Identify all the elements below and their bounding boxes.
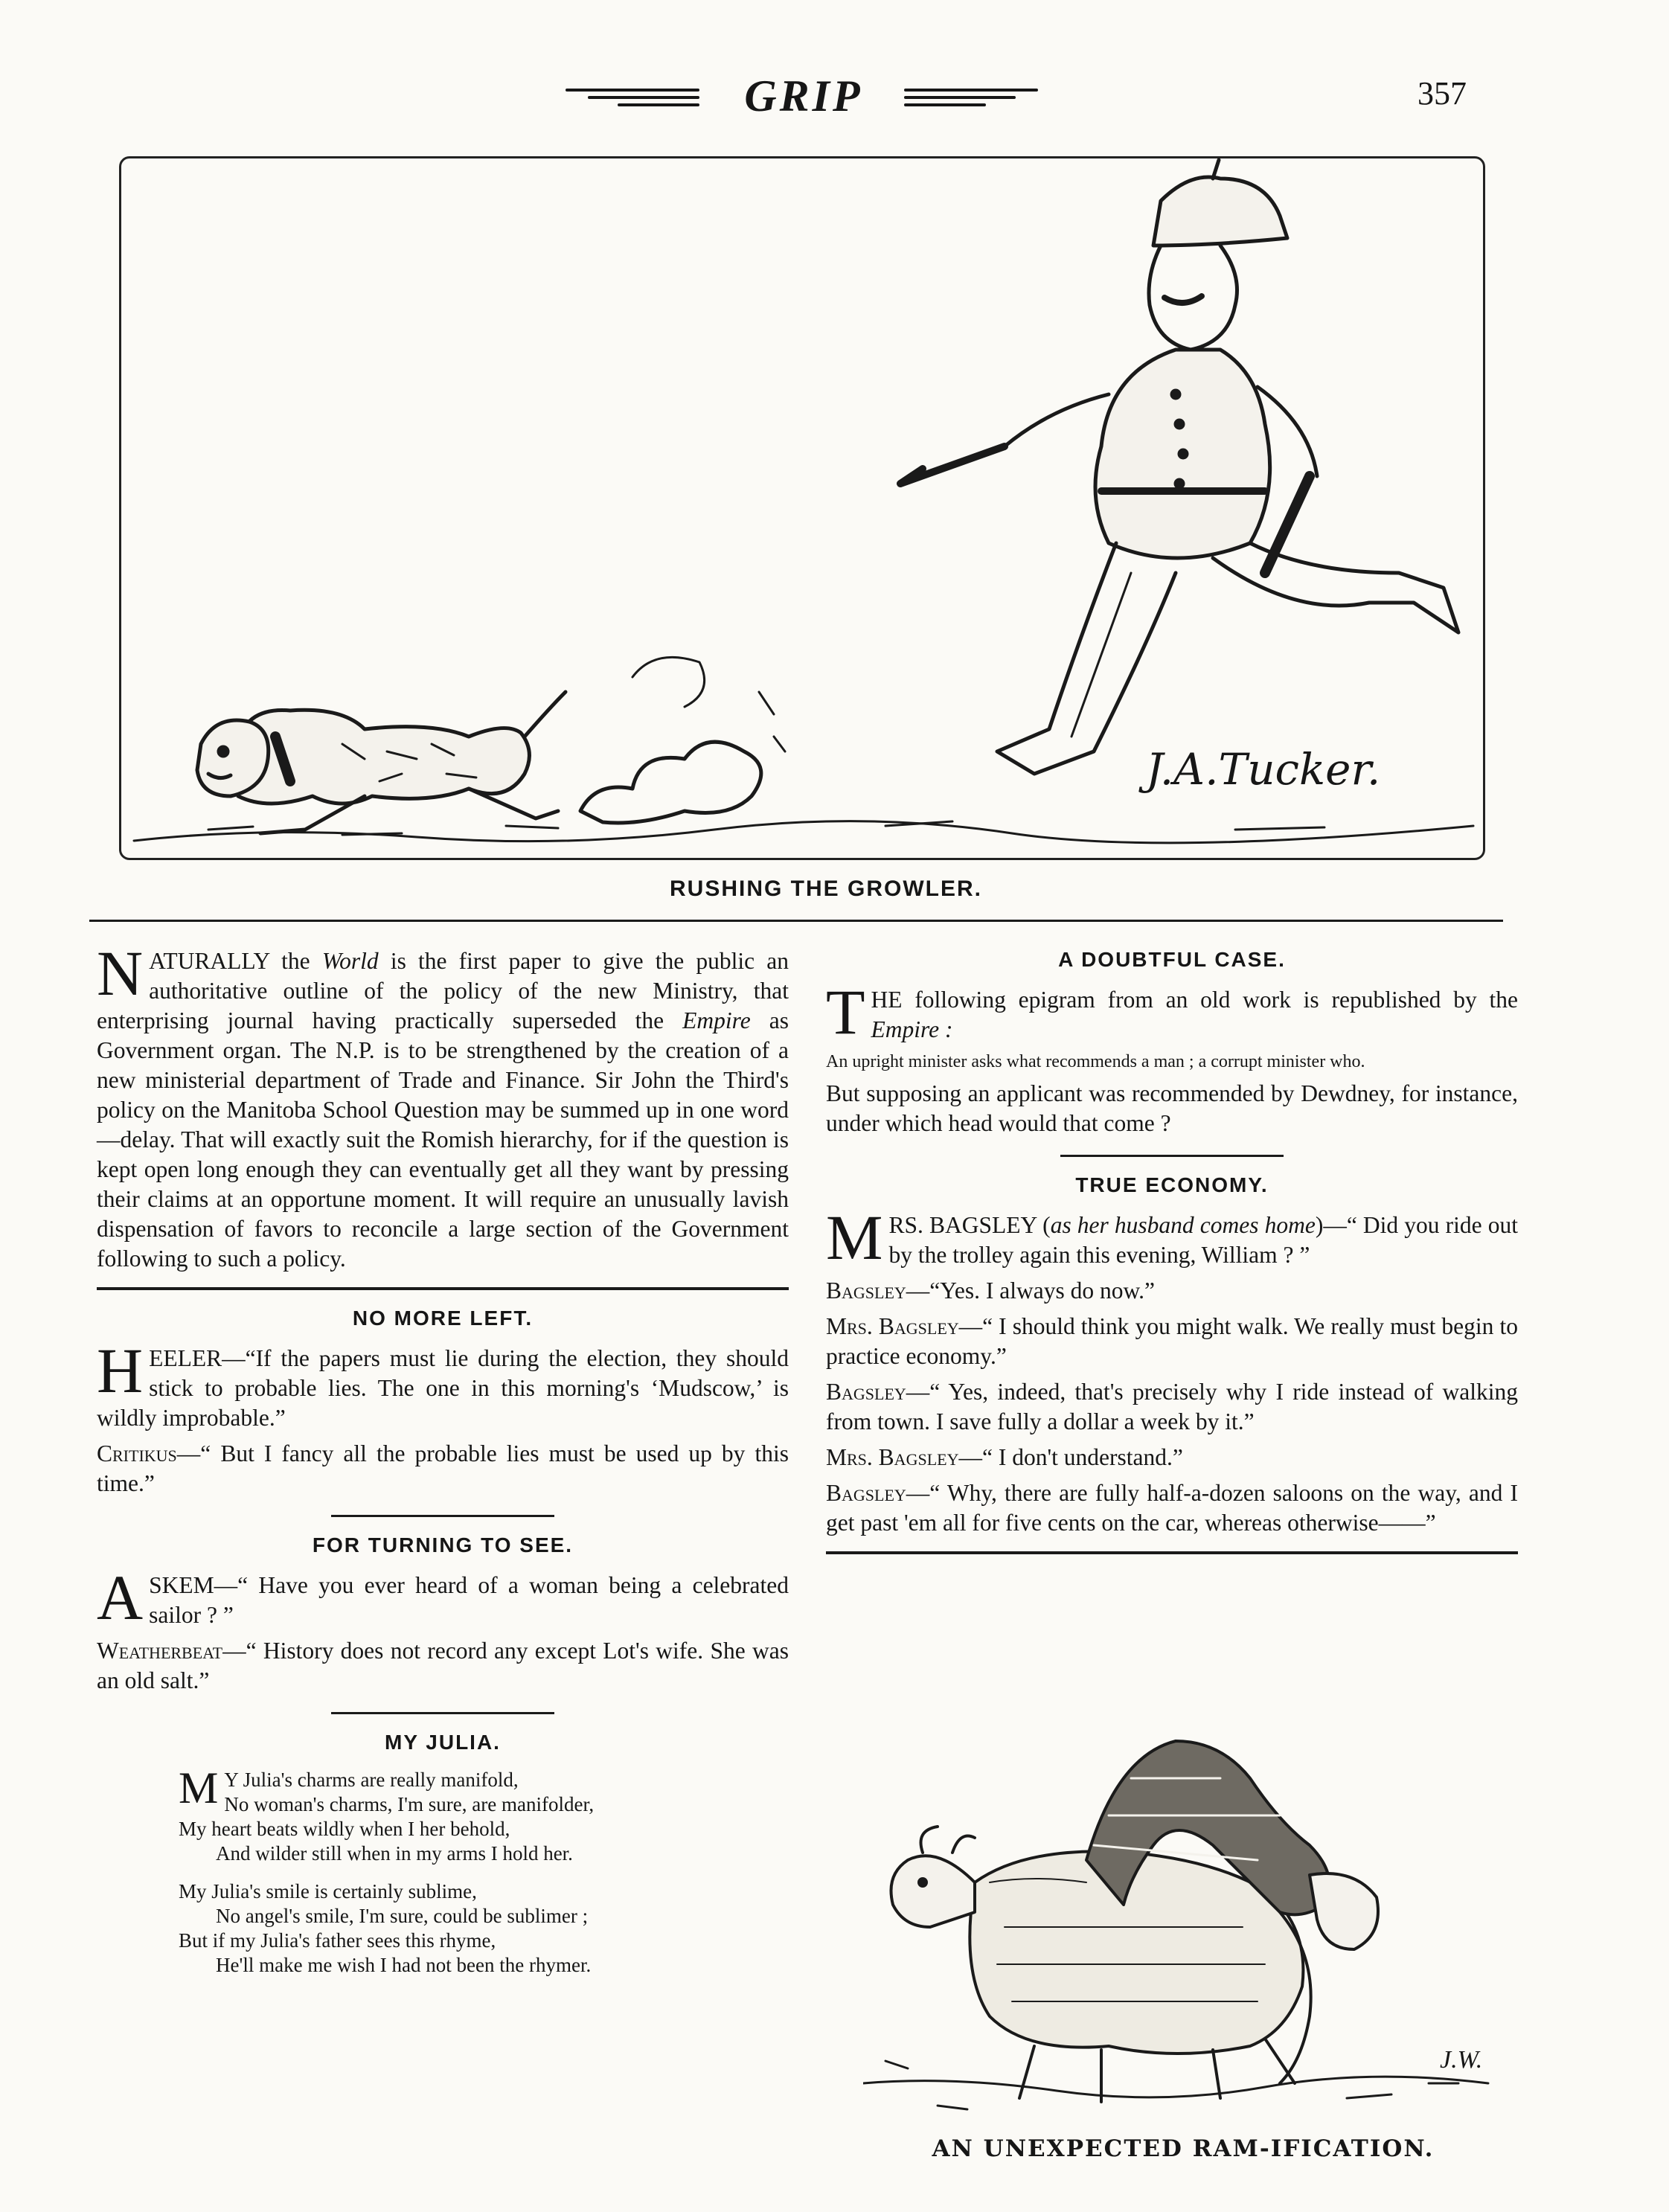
- dropcap: M: [826, 1202, 883, 1273]
- poem-line: But if my Julia's father sees this rhyme,: [179, 1929, 496, 1952]
- no-more-left-para-1: [97, 1335, 789, 1433]
- page-number: 357: [1417, 75, 1467, 112]
- masthead-rule-left: [566, 89, 699, 111]
- poem-stanza: [179, 1879, 789, 1978]
- true-economy-para-5: Mrs. Bagsley—“ I don't understand.”: [826, 1444, 1183, 1470]
- poem-line-text: Y Julia's charms are really manifold,: [224, 1769, 519, 1791]
- doubtful-case-para-2: But supposing an applicant was recommended by Dewdney, for instance, under which head would that come ?: [826, 1080, 1518, 1136]
- left-column: [97, 937, 789, 1991]
- true-economy-para-3: Mrs. Bagsley—“ I should think you might walk. We really must begin to practice economy.”: [826, 1313, 1518, 1369]
- section-divider: [89, 920, 1503, 922]
- publication-title: GRIP: [744, 71, 863, 121]
- cartoon-signature: J.A.Tucker.: [1146, 744, 1381, 795]
- article-divider: [331, 1712, 554, 1714]
- epigram-quote: An upright minister asks what recommends a man ; a corrupt minister who.: [826, 1052, 1365, 1071]
- lead-article-text: ATURALLY the World is the first paper to give the public an authoritative outline of the policy of the new Ministry, that enterprising journal having practically superseded the Empire as Government organ. The N.P. is to be strengthened by the creation of a new ministerial department of Trade and Finance. Sir John the Third's policy on the Manitoba School Question may be summed up in one word—delay. That will exactly suit the Romish hierarchy, for if the question is kept open long enough they can eventually get all they want by pressing their claims at an opportune moment. It will require an unusually lavish dispensation of favors to reconcile a large section of the Government following to such a policy.: [97, 948, 789, 1272]
- heading-my-julia: MY JULIA.: [385, 1731, 501, 1754]
- poem-my-julia: [97, 1763, 789, 1978]
- dropcap: N: [97, 937, 144, 1009]
- no-more-left-text-1: EELER—“If the papers must lie during the election, they should stick to probable lies. The one in this morning's ‘Mudscow,’ is wildly improbable.”: [97, 1345, 789, 1431]
- for-turning-text-1: SKEM—“ Have you ever heard of a woman being a celebrated sailor ? ”: [149, 1572, 789, 1628]
- poem-stanza: [179, 1763, 789, 1866]
- true-economy-text-1: RS. BAGSLEY (as her husband comes home)—“ Did you ride out by the trolley again this evening, William ? ”: [888, 1212, 1518, 1268]
- article-divider: [826, 1551, 1518, 1554]
- right-column: [826, 939, 1518, 1554]
- cartoon-caption: AN UNEXPECTED RAM-IFICATION.: [932, 2135, 1435, 2162]
- poem-line: No woman's charms, I'm sure, are manifolder,: [224, 1793, 595, 1815]
- poem-line: My heart beats wildly when I her behold,: [179, 1818, 510, 1840]
- for-turning-para-2: Weatherbeat—“ History does not record any except Lot's wife. She was an old salt.”: [97, 1638, 789, 1693]
- masthead: [0, 71, 1669, 130]
- heading-for-turning-to-see: FOR TURNING TO SEE.: [312, 1533, 574, 1557]
- masthead-rule-right: [904, 89, 1038, 111]
- doubtful-case-para-1: [826, 976, 1518, 1048]
- true-economy-para-4: Bagsley—“ Yes, indeed, that's precisely why I ride instead of walking from town. I save fully a dollar a week by it.”: [826, 1379, 1518, 1434]
- true-economy-para-1: [826, 1202, 1518, 1273]
- dropcap: A: [97, 1562, 144, 1633]
- article-divider: [1060, 1155, 1284, 1157]
- cartoon-ram-ification: [863, 1734, 1503, 2120]
- for-turning-para-1: [97, 1562, 789, 1633]
- heading-true-economy: TRUE ECONOMY.: [1075, 1173, 1269, 1196]
- article-divider: [97, 1287, 789, 1290]
- poem-line: No angel's smile, I'm sure, could be sublimer ;: [216, 1905, 589, 1927]
- poem-line: My Julia's smile is certainly sublime,: [179, 1880, 477, 1902]
- poem-line: And wilder still when in my arms I hold her.: [216, 1842, 573, 1865]
- lead-article: [97, 937, 789, 1274]
- cartoon-caption: RUSHING THE GROWLER.: [670, 876, 982, 901]
- cartoon-signature: J.W.: [1440, 2046, 1483, 2074]
- heading-no-more-left: NO MORE LEFT.: [352, 1307, 534, 1330]
- true-economy-para-2: Bagsley—“Yes. I always do now.”: [826, 1277, 1156, 1304]
- dropcap: H: [97, 1335, 144, 1406]
- no-more-left-para-2: Critikus—“ But I fancy all the probable lies must be used up by this time.”: [97, 1440, 789, 1496]
- true-economy-para-6: Bagsley—“ Why, there are fully half-a-dozen saloons on the way, and I get past 'em all for five cents on the car, whereas otherwise——”: [826, 1480, 1518, 1536]
- doubtful-case-text-1: HE following epigram from an old work is republished by the Empire :: [871, 987, 1518, 1042]
- poem-line: He'll make me wish I had not been the rhymer.: [216, 1954, 592, 1976]
- dropcap: M: [179, 1763, 219, 1812]
- heading-a-doubtful-case: A DOUBTFUL CASE.: [1058, 948, 1286, 971]
- dropcap: T: [826, 976, 865, 1048]
- article-divider: [331, 1515, 554, 1517]
